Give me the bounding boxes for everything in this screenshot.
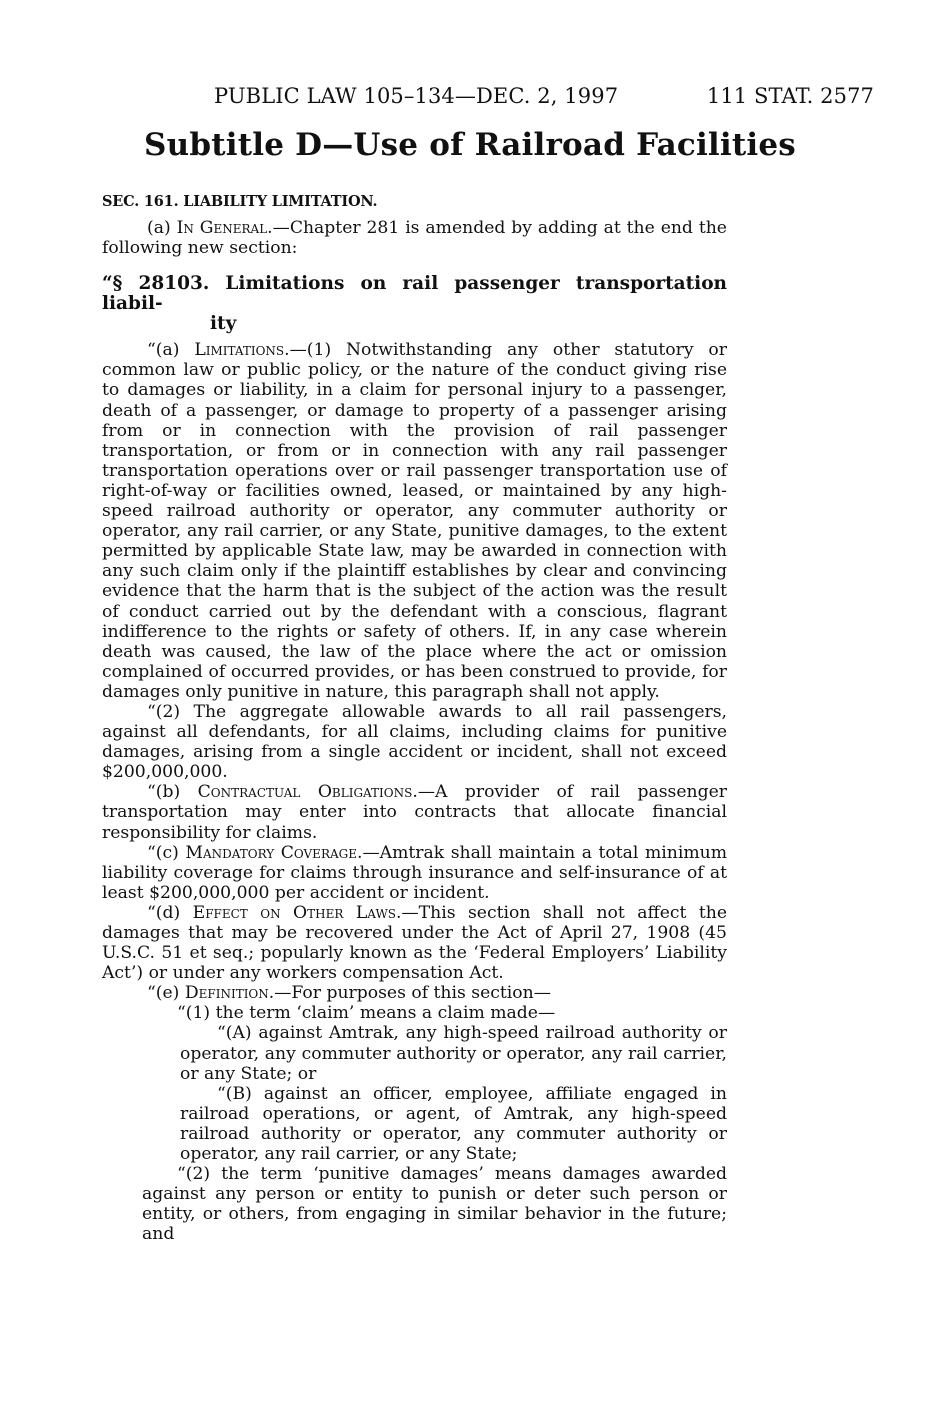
subsection-a-text-1: .—(1) Notwithstanding any other statutory or common law or public policy, or the nature of the conduct giving rise to damages or liability, in a claim for personal injury to a passenger, death of a passenger, or damage to property of a passenger arising from or in connection with the provision of rail passenger transportation, or from or in connection with any rail passenger transportation operations over or rail passenger transportation use of right-of-way or facilities owned, leased, or maintained by any high-speed railroad authority or operator, any commuter authority or operator, any rail carrier, or any State, punitive damages, to the extent permitted by applicable State law, may be awarded in connection with any such claim only if the plaintiff establishes by clear and convincing evidence that the harm that is the subject of the action was the result of conduct carried out by the defendant with a conscious, flagrant indifference to the rights or safety of others. If, in any case wherein death was caused, the law of the place where the act or omission complained of occurred provides, or has been construed to provide, for damages only punitive in nature, this paragraph shall not apply.	[102, 340, 727, 702]
subsection-c	[102, 843, 727, 903]
paragraph-a	[102, 218, 727, 258]
subsection-b-heading: Contractual Obligations	[197, 782, 413, 803]
subsection-b-text: .—A provider of rail passenger transportation may enter into contracts that allocate financial responsibility for claims.	[102, 782, 727, 843]
definition-item-1: “(1) the term ‘claim’ means a claim made—	[177, 1003, 556, 1024]
new-section-title-line2: ity	[210, 313, 237, 335]
section-heading: SEC. 161. LIABILITY LIMITATION.	[102, 193, 378, 210]
subsection-e-label: “(e)	[147, 983, 185, 1004]
running-head-citation: PUBLIC LAW 105–134—DEC. 2, 1997	[214, 84, 619, 108]
running-head-stat-page: 111 STAT. 2577	[706, 84, 874, 108]
definition-list	[102, 1003, 727, 1244]
subsection-e	[102, 983, 727, 1003]
subsection-a-label: “(a)	[147, 340, 195, 361]
subsection-d-heading: Effect on Other Laws	[192, 902, 397, 923]
subsection-e-text: .—For purposes of this section—	[268, 983, 551, 1004]
subsection-d-label: “(d)	[147, 902, 193, 923]
subsection-d-text: .—This section shall not affect the damages that may be recovered under the Act of April 27, 1908 (45 U.S.C. 51 et seq.; popularly known as the ‘Federal Employers’ Liability Act’) or under any workers compensation Act.	[102, 902, 727, 984]
subsection-b-label: “(b)	[147, 782, 198, 803]
definition-item-1b: “(B) against an officer, employee, affiliate engaged in railroad operations, or agent, of Amtrak, any high-speed railroad authority or operator, any commuter authority or operator, any rail carrier, or any State;	[180, 1083, 727, 1165]
paragraph-a-text: .—Chapter 281 is amended by adding at the end the following new section:	[102, 218, 727, 259]
subsection-c-label: “(c)	[147, 842, 186, 863]
new-section-title	[102, 274, 727, 334]
subsection-b	[102, 782, 727, 842]
subsection-d	[102, 903, 727, 983]
subtitle-heading: Subtitle D—Use of Railroad Facilities	[144, 127, 796, 163]
new-section-title-line1: “§ 28103. Limitations on rail passenger transportation liabil-	[102, 273, 727, 315]
subsection-c-text: .—Amtrak shall maintain a total minimum liability coverage for claims through insurance and self-insurance of at least $200,000,000 per accident or incident.	[102, 842, 727, 903]
document-body	[102, 188, 727, 1245]
subsection-e-heading: Definition	[184, 983, 269, 1004]
definition-subitems	[142, 1023, 727, 1164]
paragraph-a-heading: In General	[176, 218, 268, 239]
definition-item-2: “(2) the term ‘punitive damages’ means damages awarded against any person or entity to punish or deter such person or entity, or others, from engaging in similar behavior in the future; and	[142, 1164, 727, 1245]
definition-item-1a: “(A) against Amtrak, any high-speed railroad authority or operator, any commuter authority or operator, any rail carrier, or any State; or	[180, 1023, 727, 1084]
subsection-a-paragraph-2: “(2) The aggregate allowable awards to all rail passengers, against all defendants, for all claims, including claims for punitive damages, arising from a single accident or incident, shall not exceed $200,000,000.	[102, 701, 727, 783]
subsection-a-heading: Limitations	[194, 340, 285, 361]
subsection-c-heading: Mandatory Coverage	[185, 842, 357, 863]
subsection-a-paragraph-1	[102, 340, 727, 702]
paragraph-a-label: (a)	[147, 218, 177, 239]
